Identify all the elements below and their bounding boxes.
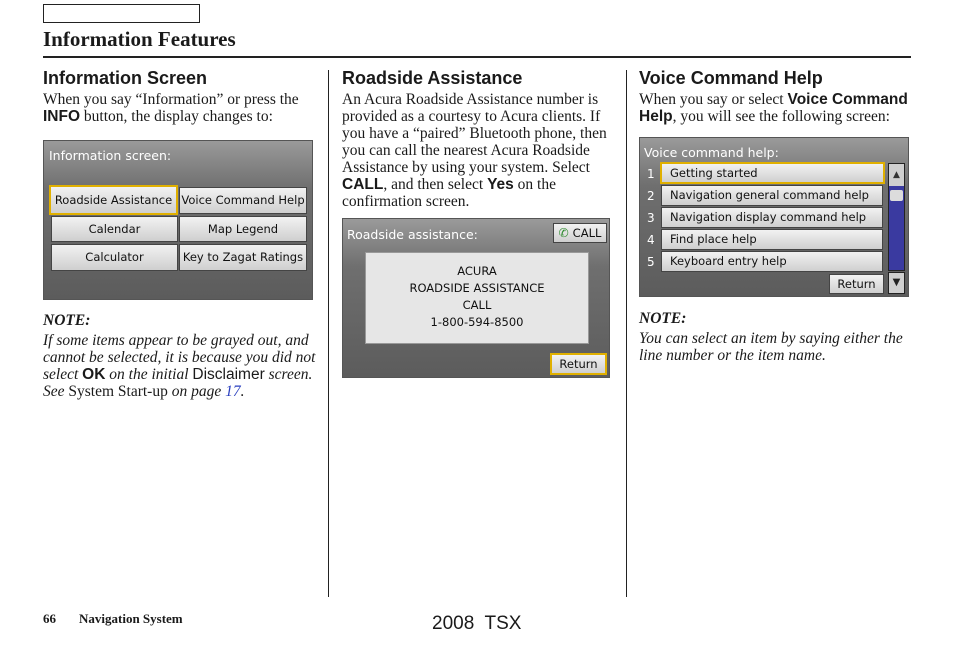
voice-command-help-screen-image: Voice command help: 1 Getting started 2 Navigation general command help 3 Navigation display command help 4 Find place help 5 Keyboard entry help ▲ ▼ Return [639,137,909,297]
page-link[interactable]: 17 [225,383,241,400]
intro-paragraph: When you say “Information” or press the INFO button, the display changes to: [43,91,299,125]
scrollbar[interactable] [888,163,905,271]
header-rule [43,56,911,58]
list-item[interactable]: Find place help [661,229,883,250]
scrollbar-thumb[interactable] [890,190,903,201]
information-screen-image [43,140,313,300]
list-item[interactable]: Getting started [660,162,885,184]
note-heading: NOTE: [639,310,687,327]
footer-model-label: 2008 TSX [432,613,522,634]
column-divider-2 [626,70,627,597]
phone-icon: ✆ [558,225,569,240]
section-heading: Voice Command Help [639,68,823,88]
map-legend-button[interactable]: Map Legend [179,216,307,242]
roadside-assistance-screen-image [342,218,610,378]
page-number: 66 [43,611,56,626]
call-button[interactable]: ✆ CALL [553,223,607,243]
intro-paragraph: An Acura Roadside Assistance number is provided as a courtesy to Acura clients. If you have a “paired” Bluetooth phone, then you can call the nearest Acura Roadside Assistance by using your system. Select CALL, and then select Yes on the confirmation screen. [342,91,607,210]
return-button[interactable]: Return [829,274,884,294]
page-title: Information Features [43,27,236,51]
list-item[interactable]: Navigation general command help [661,185,883,206]
column-divider-1 [328,70,329,597]
footer-system-label: Navigation System [79,611,183,626]
calculator-button[interactable]: Calculator [51,244,178,271]
screen-title: Voice command help: [644,145,779,160]
column-roadside-assistance [342,68,614,378]
intro-paragraph: When you say or select Voice Command Help, you will see the following screen: [639,91,908,125]
scroll-up-icon[interactable]: ▲ [889,164,904,186]
note-text: You can select an item by saying either the line number or the item name. [639,330,903,364]
return-button[interactable]: Return [550,353,607,375]
screen-title: Information screen: [49,148,172,163]
column-information-screen [43,68,318,400]
voice-command-help-button[interactable]: Voice Command Help [179,187,307,214]
header-tab-box [43,4,200,23]
section-heading: Roadside Assistance [342,68,523,88]
roadside-assistance-button[interactable]: Roadside Assistance [49,185,178,215]
screen-title: Roadside assistance: [347,227,478,242]
roadside-info-panel: ACURA ROADSIDE ASSISTANCE CALL 1-800-594-8500 [365,252,589,344]
calendar-button[interactable]: Calendar [51,216,178,242]
list-item[interactable]: Navigation display command help [661,207,883,228]
zagat-ratings-button[interactable]: Key to Zagat Ratings [179,244,307,271]
note-heading: NOTE: [43,312,91,329]
column-voice-command-help [639,68,911,364]
section-heading: Information Screen [43,68,208,88]
note-text: If some items appear to be grayed out, and cannot be selected, it is because you did not select OK on the initial Disclaimer screen. See System Start-up on page 17. [43,332,316,400]
list-item[interactable]: Keyboard entry help [661,251,883,272]
scroll-down-icon[interactable]: ▼ [888,272,905,294]
